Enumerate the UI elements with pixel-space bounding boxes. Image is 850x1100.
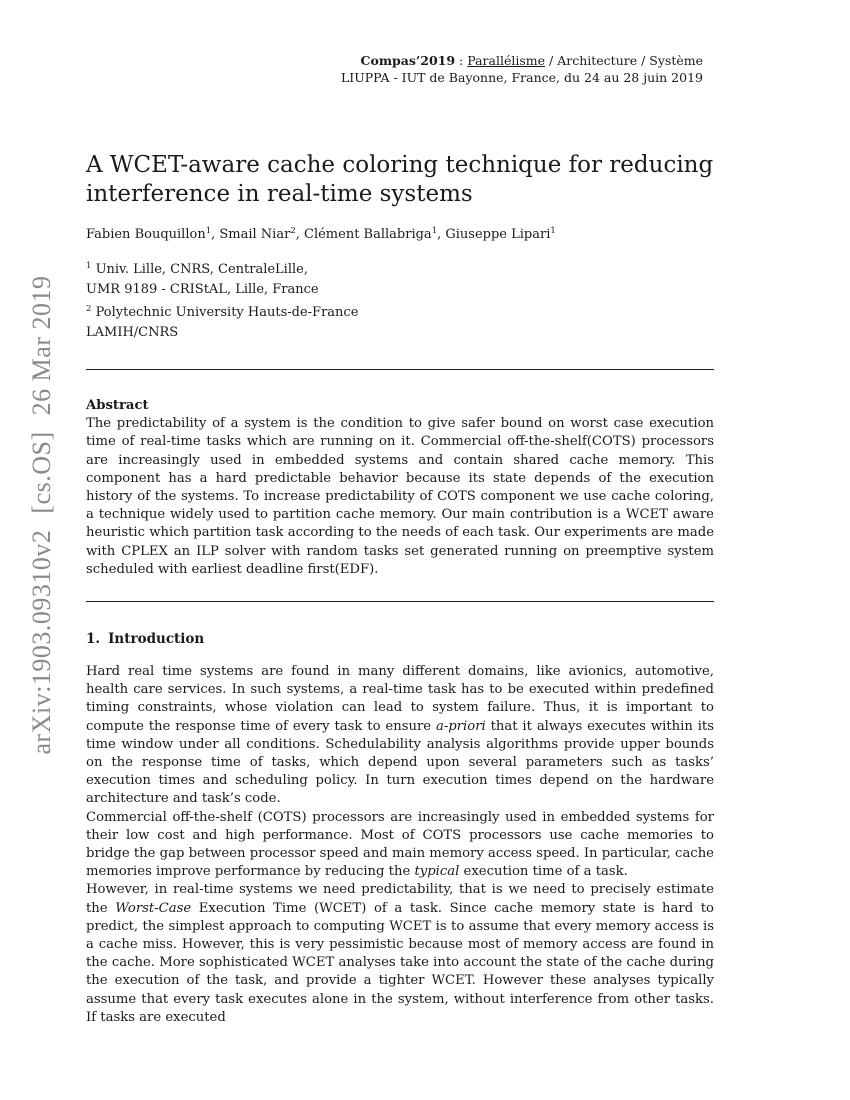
introduction-body xyxy=(86,663,714,1027)
section-number: 1. xyxy=(86,631,101,647)
emphasis-text: typical xyxy=(414,864,460,880)
track-parallelisme: Parallélisme xyxy=(467,53,546,68)
paragraph-text: that it always executes within its time window under all conditions. Schedulability analysis algorithms provide upper bounds on the response time of tasks, which depend upon several parameters such as tasks’ execution times and scheduling policy. In turn execution times depend on the hardware architecture and task’s code. xyxy=(86,718,714,807)
conference-name: Compas’2019 xyxy=(360,53,456,68)
arxiv-date: 26 Mar 2019 xyxy=(27,275,56,416)
abstract-top-rule xyxy=(86,369,714,370)
author-affiliation-mark: 2 xyxy=(290,226,296,236)
author-name: Clément Ballabriga xyxy=(304,227,432,242)
affiliation-number: 1 xyxy=(86,261,92,271)
abstract-block xyxy=(86,397,714,579)
author-affiliation-mark: 1 xyxy=(431,226,438,236)
affiliation-2 xyxy=(86,303,358,343)
affiliation-line: LAMIH/CNRS xyxy=(86,325,179,340)
author-list: Fabien Bouquillon$^1$, Smail Niar$^2$, Clément Ballabriga$^1$, Giuseppe Lipari$^1$ xyxy=(86,226,556,242)
paragraph xyxy=(86,809,714,882)
author-name: Smail Niar xyxy=(219,227,291,242)
affiliation-line: Univ. Lille, CNRS, CentraleLille, xyxy=(95,262,308,277)
conference-venue: LIUPPA - IUT de Bayonne, France, du 24 au 28 juin 2019 xyxy=(341,70,703,85)
section-title: Introduction xyxy=(108,631,205,647)
paragraph-text: Hard real time systems are found in many different domains, like avionics, automotive, health care services. In such systems, a real-time task has to be executed within predefined timing constraints, whose violation can lead to system failure. Thus, it is important to compute the response time of every task to ensure xyxy=(86,664,714,734)
section-heading-introduction xyxy=(86,631,204,647)
paragraph xyxy=(86,663,714,809)
author-name: Giuseppe Lipari xyxy=(445,227,551,242)
abstract-bottom-rule xyxy=(86,601,714,602)
paragraph-text: Execution Time (WCET) of a task. Since cache memory state is hard to predict, the simplest approach to computing WCET is to assume that every memory access is a cache miss. However, this is very pessimistic because most of memory access are found in the cache. More sophisticated WCET analyses take into account the state of the cache during the execution of the task, and provide a tighter WCET. However these analyses typically assume that every task executes alone in the system, without interference from other tasks. If tasks are executed xyxy=(86,900,714,1025)
arxiv-category: [cs.OS] xyxy=(27,431,56,514)
conference-separator: : xyxy=(455,53,468,68)
affiliation-line: UMR 9189 - CRIStAL, Lille, France xyxy=(86,282,319,297)
affiliation-number: 2 xyxy=(86,304,92,314)
paper-title: A WCET-aware cache coloring technique for reducing interference in real-time systems xyxy=(86,152,714,207)
emphasis-text: a-priori xyxy=(435,718,486,734)
paragraph xyxy=(86,881,714,1027)
author-affiliation-mark: 1 xyxy=(550,226,556,236)
affiliation-line: Polytechnic University Hauts-de-France xyxy=(95,305,359,320)
paragraph-text: execution time of a task. xyxy=(459,864,628,880)
conference-header xyxy=(341,52,703,86)
paragraph-text: Commercial off-the-shelf (COTS) processors are increasingly used in embedded systems for their low cost and high performance. Most of COTS processors use cache memories to bridge the gap between processor speed and main memory access speed. In particular, cache memories improve performance by reducing the xyxy=(86,809,714,880)
abstract-heading: Abstract xyxy=(86,398,149,413)
author-name: Fabien Bouquillon xyxy=(86,227,206,242)
paragraph-text: However, in real-time systems we need predictability, that is we need to precisely estimate the xyxy=(86,882,714,916)
track-rest: / Architecture / Système xyxy=(545,53,703,68)
arxiv-identifier-stamp xyxy=(27,276,57,755)
abstract-text: The predictability of a system is the condition to give safer bound on worst case execution time of real-time tasks which are running on it. Commercial off-the-shelf(COTS) processors are increasingly used in embedded systems and contain shared cache memory. This component has a hard predictable behavior because its state depends of the execution history of the systems. To increase predictability of COTS component we use cache coloring, a technique widely used to partition cache memory. Our main contribution is a WCET aware heuristic which partition task according to the needs of each task. Our experiments are made with CPLEX an ILP solver with random tasks set generated running on preemptive system scheduled with earliest deadline first(EDF). xyxy=(86,416,714,577)
arxiv-id: arXiv:1903.09310v2 xyxy=(27,529,56,755)
author-affiliation-mark: 1 xyxy=(205,226,212,236)
emphasis-text: Worst-Case xyxy=(115,900,192,916)
affiliation-1 xyxy=(86,260,319,300)
conference-line xyxy=(341,52,703,69)
